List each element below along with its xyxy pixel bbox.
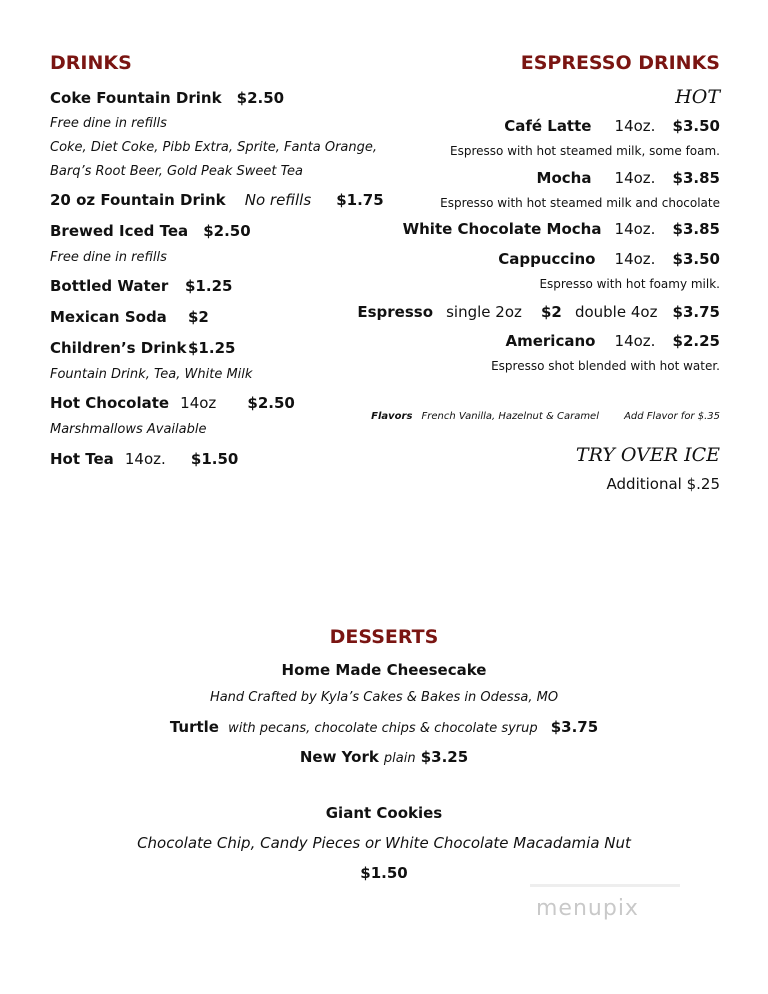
item-name: Children’s Drink [50,339,187,357]
item-desc: with pecans, chocolate chips & chocolate syrup [228,721,538,736]
item-size: 14oz [180,394,217,412]
item-name: Café Latte [504,117,592,135]
watermark: menupix [536,896,639,921]
item-name: Hot Chocolate [50,394,170,412]
item-name: New York [299,748,379,766]
cookies-price: $1.50 [360,864,408,882]
espresso-heading: ESPRESSO DRINKS [520,52,720,74]
coke-note: Free dine in refills [50,116,167,131]
cafe-latte-desc: Espresso with hot steamed milk, some foam. [450,144,720,158]
item-price: $3.75 [550,718,599,736]
bottled-water-row [50,276,232,295]
espresso-row [357,302,720,321]
drinks-heading: DRINKS [50,52,132,74]
item-price: $2.50 [247,394,295,412]
item-price: $1.25 [188,339,236,357]
iced-tea-note: Free dine in refills [50,250,167,265]
item-note: No refills [244,191,312,209]
hot-chocolate-row [50,393,295,412]
cafe-latte-row [504,116,720,135]
cookies-title: Giant Cookies [325,804,443,822]
coke-flavors-2: Barq’s Root Beer, Gold Peak Sweet Tea [50,164,303,179]
double-label: double 4oz [574,303,658,321]
item-price: $2.50 [203,222,251,240]
item-price: $3.50 [672,117,720,135]
item-price: $2.50 [236,89,285,107]
childrens-drink-row [50,338,235,357]
americano-desc: Espresso shot blended with hot water. [491,359,720,373]
mocha-desc: Espresso with hot steamed milk and chocolate [440,196,720,210]
desserts-heading: DESSERTS [329,626,439,648]
item-name: Coke Fountain Drink [50,89,222,107]
new-york-row [0,747,768,766]
turtle-row [0,717,768,736]
item-name: Brewed Iced Tea [50,222,189,240]
iced-tea-row [50,221,251,240]
hot-tea-row [50,449,238,468]
item-name: White Chocolate Mocha [402,220,602,238]
item-name: Hot Tea [50,450,114,468]
white-chocolate-mocha-row [403,219,720,238]
cheesecake-title: Home Made Cheesecake [281,661,487,679]
single-price: $2 [540,303,562,321]
item-size: 14oz. [614,332,656,350]
item-name: Cappuccino [498,250,596,268]
item-size: 14oz. [614,220,656,238]
cappuccino-desc: Espresso with hot foamy milk. [539,277,720,291]
cookies-list: Chocolate Chip, Candy Pieces or White Chocolate Macadamia Nut [137,834,631,852]
item-name: Mocha [536,169,592,187]
cheesecake-sub: Hand Crafted by Kyla’s Cakes & Bakes in Odessa, MO [209,690,559,705]
flavors-list: French Vanilla, Hazelnut & Caramel [421,411,599,422]
ice-additional: Additional $.25 [606,475,720,493]
add-flavor: Add Flavor for $.35 [624,411,720,422]
item-price: $3.25 [420,748,469,766]
cappuccino-row [498,249,720,268]
hot-subheading: HOT [675,86,720,108]
americano-row [506,331,721,350]
item-price: $2 [188,308,209,326]
flavors-label: Flavors [371,411,413,422]
item-price: $1.75 [336,191,384,209]
item-price: $3.85 [672,169,720,187]
item-desc: plain [383,751,416,766]
item-price: $3.85 [672,220,720,238]
item-price: $2.25 [672,332,720,350]
item-size: 14oz. [614,169,656,187]
double-price: $3.75 [672,303,720,321]
item-name: Americano [505,332,596,350]
coke-flavors-1: Coke, Diet Coke, Pibb Extra, Sprite, Fanta Orange, [50,140,378,155]
mexican-soda-row [50,307,209,326]
single-label: single 2oz [446,303,522,321]
coke-fountain-row [50,88,284,107]
hot-chocolate-note: Marshmallows Available [50,422,207,437]
item-price: $1.50 [190,450,239,468]
watermark-line [530,884,680,887]
item-name: Turtle [169,718,219,736]
fountain-20-row [50,190,384,209]
childrens-note: Fountain Drink, Tea, White Milk [50,367,253,382]
item-price: $3.50 [672,250,720,268]
item-name: Espresso [357,303,434,321]
mocha-row [537,168,720,187]
item-price: $1.25 [185,277,233,295]
try-over-ice: TRY OVER ICE [575,444,720,466]
item-name: 20 oz Fountain Drink [50,191,226,209]
item-name: Bottled Water [50,277,169,295]
item-size: 14oz. [614,250,656,268]
item-size: 14oz. [124,450,166,468]
item-name: Mexican Soda [50,308,167,326]
flavors-row [371,404,720,423]
item-size: 14oz. [614,117,656,135]
